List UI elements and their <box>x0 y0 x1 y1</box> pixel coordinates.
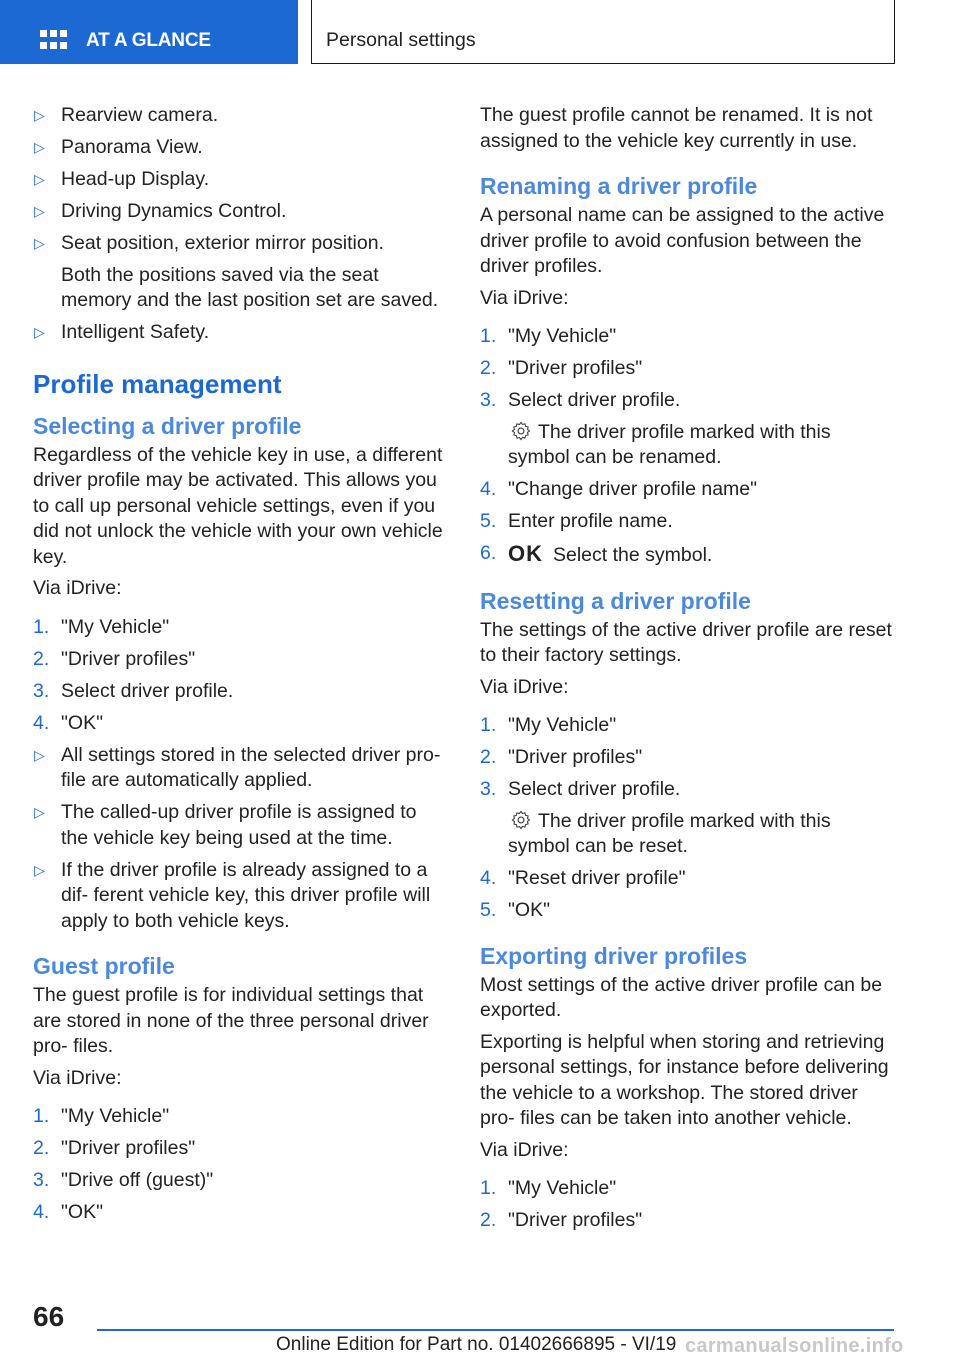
footer-divider <box>97 1329 894 1331</box>
ok-icon: OK <box>508 541 543 566</box>
gear-icon <box>510 420 532 442</box>
list-item: ▷ Rearview camera. <box>33 103 449 129</box>
paragraph: The guest profile cannot be renamed. It is not assigned to the vehicle key currently in use. <box>480 104 873 152</box>
paragraph: The guest profile is for individual settings that are stored in none of the three personal driver pro‐ files. <box>33 984 429 1057</box>
via-idrive-label: Via iDrive: <box>480 675 569 698</box>
step-item: 3. "Drive off (guest)" <box>33 1169 214 1191</box>
heading-selecting-driver-profile: Selecting a driver profile <box>33 412 302 439</box>
step-item: 1. "My Vehicle" <box>33 1105 170 1127</box>
steps-list <box>480 713 896 924</box>
chapter-header <box>311 0 895 64</box>
triangle-bullet-icon: ▷ <box>34 203 45 219</box>
step-item: 1. "My Vehicle" <box>33 615 170 638</box>
triangle-bullet-icon: ▷ <box>34 324 45 340</box>
chapter-title: Personal settings <box>326 29 476 51</box>
grid-menu-icon <box>40 30 68 52</box>
steps-list <box>33 1104 449 1226</box>
edition-text: Online Edition for Part no. 01402666895 - VI/19 <box>276 1334 677 1355</box>
list-item: ▷ Panorama View. <box>33 135 449 161</box>
paragraph: Most settings of the active driver profile can be exported. <box>480 973 883 1021</box>
step-item: 3. Select driver profile. The driver profile marked with this symbol can be renamed. <box>480 388 896 471</box>
step-item: 2. "Driver profiles" <box>33 647 196 670</box>
seat-memory-note: Both the positions saved via the seat memory and the last position set are saved. <box>61 263 439 311</box>
step-item: 2. "Driver profiles" <box>480 1209 643 1231</box>
paragraph: Exporting is helpful when storing and retrieving personal settings, for instance before delivering the vehicle to a workshop. The stored driver pro‐ files can be taken into another vehicle. <box>480 1030 889 1129</box>
step-item: 3. Select driver profile. The driver profile marked with this symbol can be reset. <box>480 777 896 860</box>
step-item: 1. "My Vehicle" <box>480 714 617 736</box>
step-item: 3. Select driver profile. <box>33 679 234 702</box>
triangle-bullet-icon: ▷ <box>34 171 45 187</box>
via-idrive-label: Via iDrive: <box>33 577 122 599</box>
list-item: ▷ The called-up driver profile is assigned to the vehicle key being used at the time. <box>34 801 417 849</box>
list-item: ▷ Intelligent Safety. <box>33 320 449 346</box>
paragraph: A personal name can be assigned to the active driver profile to avoid confusion between the driver profiles. <box>480 204 885 277</box>
steps-list <box>33 615 449 737</box>
step-item: 5. Enter profile name. <box>480 510 673 532</box>
via-idrive-label: Via iDrive: <box>480 286 569 309</box>
step-item: 6. OK Select the symbol. <box>480 541 713 566</box>
triangle-bullet-icon: ▷ <box>34 235 45 251</box>
watermark: carmanualsonline.info <box>685 1335 904 1357</box>
heading-profile-management: Profile management <box>33 368 282 399</box>
step-item: 1. "My Vehicle" <box>480 1177 617 1199</box>
heading-renaming-driver-profile: Renaming a driver profile <box>480 173 758 199</box>
heading-resetting-driver-profile: Resetting a driver profile <box>480 587 751 614</box>
paragraph: The settings of the active driver profile are reset to their factory settings. <box>480 618 892 666</box>
triangle-bullet-icon: ▷ <box>34 746 45 763</box>
heading-exporting-driver-profiles: Exporting driver profiles <box>480 942 748 969</box>
triangle-bullet-icon: ▷ <box>34 804 45 820</box>
via-idrive-label: Via iDrive: <box>480 1138 569 1161</box>
step-item: 4. "Reset driver profile" <box>480 867 686 889</box>
symbol-note: The driver profile marked with this symbol can be reset. <box>508 809 831 857</box>
notes-list <box>33 743 449 935</box>
steps-list <box>480 324 896 569</box>
step-item: 4. "Change driver profile name" <box>480 478 758 500</box>
triangle-bullet-icon: ▷ <box>34 139 45 155</box>
triangle-bullet-icon: ▷ <box>34 107 45 123</box>
right-column <box>480 103 896 1240</box>
step-item: 2. "Driver profiles" <box>480 357 643 379</box>
step-item: 4. "OK" <box>33 1201 104 1223</box>
step-item: 2. "Driver profiles" <box>480 746 643 768</box>
step-item: 2. "Driver profiles" <box>33 1137 196 1159</box>
list-item: ▷ If the driver profile is already assigned to a dif‐ ferent vehicle key, this driver profile will apply to both vehicle keys. <box>34 858 431 932</box>
page-number: 66 <box>33 1301 65 1332</box>
via-idrive-label: Via iDrive: <box>33 1066 122 1089</box>
list-item: ▷ Seat position, exterior mirror position. Both the positions saved via the seat memory and the last position set are saved. <box>33 231 449 314</box>
paragraph: Regardless of the vehicle key in use, a different driver profile may be activated. This allows you to call up personal vehicle settings, even if you did not unlock the vehicle with your own vehicle key. <box>33 443 443 568</box>
steps-list <box>480 1176 896 1234</box>
list-item: ▷ All settings stored in the selected driver pro‐ file are automatically applied. <box>34 743 441 791</box>
symbol-note: The driver profile marked with this symbol can be renamed. <box>508 420 831 468</box>
feature-list <box>33 103 449 346</box>
section-tab-label: AT A GLANCE <box>86 30 211 51</box>
heading-guest-profile: Guest profile <box>33 953 175 979</box>
list-item: ▷ Driving Dynamics Control. <box>33 199 449 225</box>
step-item: 5. "OK" <box>480 899 551 921</box>
step-item: 4. "OK" <box>33 711 104 734</box>
section-tab-at-a-glance[interactable] <box>0 0 298 64</box>
list-item: ▷ Head-up Display. <box>33 167 449 193</box>
step-item: 1. "My Vehicle" <box>480 325 617 347</box>
triangle-bullet-icon: ▷ <box>34 861 45 878</box>
gear-icon <box>510 809 532 831</box>
left-column <box>33 103 449 1232</box>
